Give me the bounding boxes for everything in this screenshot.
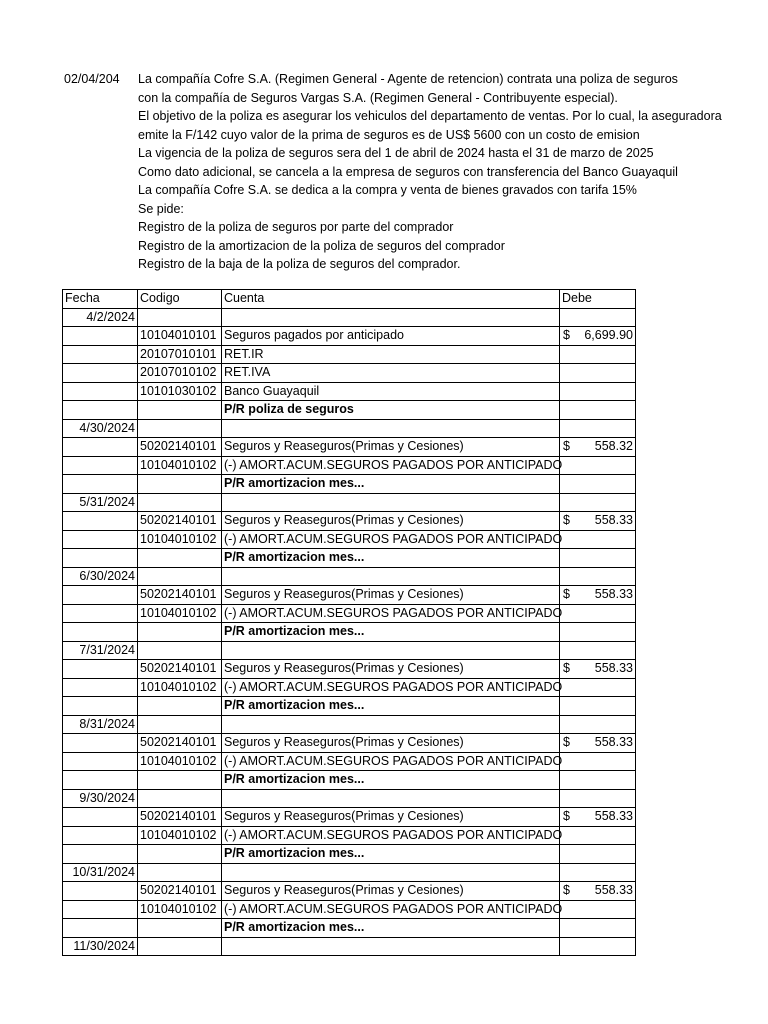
cell-debe[interactable] xyxy=(560,623,636,642)
cell-fecha[interactable]: 8/31/2024 xyxy=(63,715,138,734)
cell-cuenta[interactable]: P/R amortizacion mes... xyxy=(222,697,560,716)
cell-fecha[interactable]: 10/31/2024 xyxy=(63,863,138,882)
cell-fecha[interactable] xyxy=(63,586,138,605)
cell-codigo[interactable]: 10104010102 xyxy=(138,900,222,919)
cell-fecha[interactable] xyxy=(63,475,138,494)
cell-cuenta[interactable]: Seguros pagados por anticipado xyxy=(222,327,560,346)
table-row xyxy=(63,882,636,901)
table-row xyxy=(63,734,636,753)
cell-fecha[interactable] xyxy=(63,808,138,827)
intro-line: La vigencia de la poliza de seguros sera del 1 de abril de 2024 hasta el 31 de marzo de 2025 xyxy=(138,146,654,160)
cell-codigo[interactable] xyxy=(138,789,222,808)
cell-cuenta[interactable]: (-) AMORT.ACUM.SEGUROS PAGADOS POR ANTICIPADO xyxy=(222,826,560,845)
table-row xyxy=(63,808,636,827)
cell-cuenta[interactable]: (-) AMORT.ACUM.SEGUROS PAGADOS POR ANTICIPADO xyxy=(222,678,560,697)
cell-debe[interactable] xyxy=(560,808,636,827)
cell-cuenta[interactable]: Banco Guayaquil xyxy=(222,382,560,401)
amount-value: 558.33 xyxy=(594,513,633,528)
cell-codigo[interactable]: 50202140101 xyxy=(138,660,222,679)
cell-codigo[interactable] xyxy=(138,623,222,642)
cell-codigo[interactable] xyxy=(138,567,222,586)
cell-debe[interactable] xyxy=(560,937,636,956)
cell-debe[interactable] xyxy=(560,512,636,531)
cell-debe[interactable] xyxy=(560,882,636,901)
table-row xyxy=(63,549,636,568)
table-row xyxy=(63,771,636,790)
table-row xyxy=(63,382,636,401)
cell-debe[interactable] xyxy=(560,660,636,679)
cell-debe[interactable] xyxy=(560,364,636,383)
cell-fecha[interactable]: 4/2/2024 xyxy=(63,308,138,327)
cell-cuenta[interactable]: (-) AMORT.ACUM.SEGUROS PAGADOS POR ANTICIPADO xyxy=(222,604,560,623)
cell-codigo[interactable]: 50202140101 xyxy=(138,882,222,901)
cell-fecha[interactable] xyxy=(63,752,138,771)
cell-cuenta[interactable]: P/R amortizacion mes... xyxy=(222,623,560,642)
cell-fecha[interactable] xyxy=(63,456,138,475)
cell-fecha[interactable] xyxy=(63,604,138,623)
cell-fecha[interactable]: 4/30/2024 xyxy=(63,419,138,438)
cell-codigo[interactable]: 10104010102 xyxy=(138,752,222,771)
cell-fecha[interactable] xyxy=(63,623,138,642)
intro-line: Registro de la baja de la poliza de seguros del comprador. xyxy=(138,257,461,271)
debe-amount xyxy=(562,660,633,677)
debe-amount xyxy=(562,734,633,751)
cell-fecha[interactable]: 9/30/2024 xyxy=(63,789,138,808)
cell-fecha[interactable] xyxy=(63,919,138,938)
table-row xyxy=(63,845,636,864)
cell-codigo[interactable] xyxy=(138,549,222,568)
table-row xyxy=(63,660,636,679)
intro-paragraph xyxy=(138,70,722,274)
table-row xyxy=(63,863,636,882)
cell-codigo[interactable] xyxy=(138,771,222,790)
cell-cuenta[interactable]: (-) AMORT.ACUM.SEGUROS PAGADOS POR ANTICIPADO xyxy=(222,456,560,475)
cell-cuenta[interactable]: Seguros y Reaseguros(Primas y Cesiones) xyxy=(222,808,560,827)
cell-cuenta[interactable]: P/R amortizacion mes... xyxy=(222,549,560,568)
cell-debe[interactable] xyxy=(560,715,636,734)
table-row xyxy=(63,345,636,364)
table-row xyxy=(63,327,636,346)
amount-value: 558.33 xyxy=(594,809,633,824)
cell-debe[interactable] xyxy=(560,771,636,790)
intro-line: emite la F/142 cuyo valor de la prima de seguros es de US$ 5600 con un costo de emision xyxy=(138,127,640,142)
cell-codigo[interactable] xyxy=(138,845,222,864)
cell-codigo[interactable] xyxy=(138,401,222,420)
cell-codigo[interactable] xyxy=(138,419,222,438)
cell-fecha[interactable] xyxy=(63,345,138,364)
cell-codigo[interactable] xyxy=(138,863,222,882)
cell-cuenta[interactable]: Seguros y Reaseguros(Primas y Cesiones) xyxy=(222,734,560,753)
cell-cuenta[interactable] xyxy=(222,937,560,956)
currency-symbol: $ xyxy=(563,587,570,602)
cell-fecha[interactable] xyxy=(63,678,138,697)
cell-fecha[interactable] xyxy=(63,549,138,568)
cell-cuenta[interactable]: RET.IVA xyxy=(222,364,560,383)
intro-line: con la compañía de Seguros Vargas S.A. (Regimen General - Contribuyente especial). xyxy=(138,90,618,105)
currency-symbol: $ xyxy=(563,883,570,898)
table-row xyxy=(63,604,636,623)
table-row xyxy=(63,586,636,605)
header-codigo[interactable]: Codigo xyxy=(138,290,222,309)
cell-fecha[interactable] xyxy=(63,512,138,531)
intro-date: 02/04/204 xyxy=(64,72,120,86)
cell-cuenta[interactable] xyxy=(222,567,560,586)
cell-debe[interactable] xyxy=(560,345,636,364)
cell-debe[interactable] xyxy=(560,826,636,845)
cell-codigo[interactable]: 10104010102 xyxy=(138,456,222,475)
cell-debe[interactable] xyxy=(560,641,636,660)
cell-fecha[interactable]: 5/31/2024 xyxy=(63,493,138,512)
cell-fecha[interactable] xyxy=(63,882,138,901)
cell-debe[interactable] xyxy=(560,752,636,771)
cell-codigo[interactable] xyxy=(138,919,222,938)
cell-debe[interactable] xyxy=(560,863,636,882)
cell-fecha[interactable] xyxy=(63,401,138,420)
cell-debe[interactable] xyxy=(560,549,636,568)
table-row xyxy=(63,308,636,327)
table-row xyxy=(63,530,636,549)
cell-codigo[interactable]: 20107010101 xyxy=(138,345,222,364)
cell-debe[interactable] xyxy=(560,697,636,716)
cell-codigo[interactable]: 10104010102 xyxy=(138,604,222,623)
currency-symbol: $ xyxy=(563,809,570,824)
header-debe[interactable]: Debe xyxy=(560,290,636,309)
cell-fecha[interactable] xyxy=(63,845,138,864)
cell-debe[interactable] xyxy=(560,567,636,586)
debe-amount xyxy=(562,438,633,455)
cell-codigo[interactable]: 50202140101 xyxy=(138,586,222,605)
cell-cuenta[interactable] xyxy=(222,863,560,882)
cell-debe[interactable] xyxy=(560,919,636,938)
amount-value: 558.33 xyxy=(594,661,633,676)
cell-debe[interactable] xyxy=(560,604,636,623)
table-row xyxy=(63,789,636,808)
cell-debe[interactable] xyxy=(560,586,636,605)
header-fecha[interactable]: Fecha xyxy=(63,290,138,309)
table-row xyxy=(63,826,636,845)
table-row xyxy=(63,567,636,586)
cell-fecha[interactable] xyxy=(63,660,138,679)
cell-debe[interactable] xyxy=(560,845,636,864)
cell-cuenta[interactable] xyxy=(222,493,560,512)
debe-amount xyxy=(562,882,633,899)
table-row xyxy=(63,678,636,697)
table-row xyxy=(63,438,636,457)
cell-codigo[interactable] xyxy=(138,493,222,512)
table-row xyxy=(63,475,636,494)
cell-fecha[interactable] xyxy=(63,382,138,401)
cell-cuenta[interactable]: P/R amortizacion mes... xyxy=(222,845,560,864)
cell-cuenta[interactable] xyxy=(222,641,560,660)
debe-amount xyxy=(562,512,633,529)
table-row xyxy=(63,641,636,660)
intro-line: Como dato adicional, se cancela a la empresa de seguros con transferencia del Banco Guayaquil xyxy=(138,164,678,179)
cell-cuenta[interactable] xyxy=(222,419,560,438)
amount-value: 558.33 xyxy=(594,587,633,602)
intro-line: La compañía Cofre S.A. se dedica a la compra y venta de bienes gravados con tarifa 15% xyxy=(138,183,637,197)
cell-debe[interactable] xyxy=(560,789,636,808)
cell-debe[interactable] xyxy=(560,530,636,549)
amount-value: 558.33 xyxy=(594,883,633,898)
cell-codigo[interactable] xyxy=(138,308,222,327)
intro-line: Registro de la amortizacion de la poliza de seguros del comprador xyxy=(138,238,505,253)
journal-table-body xyxy=(63,308,636,956)
cell-cuenta[interactable] xyxy=(222,715,560,734)
cell-cuenta[interactable]: Seguros y Reaseguros(Primas y Cesiones) xyxy=(222,438,560,457)
debe-amount xyxy=(562,586,633,603)
cell-fecha[interactable] xyxy=(63,734,138,753)
cell-cuenta[interactable]: Seguros y Reaseguros(Primas y Cesiones) xyxy=(222,512,560,531)
intro-line: La compañía Cofre S.A. (Regimen General - Agente de retencion) contrata una poliza de seguros xyxy=(138,72,678,86)
cell-cuenta[interactable] xyxy=(222,308,560,327)
table-row xyxy=(63,919,636,938)
cell-codigo[interactable]: 50202140101 xyxy=(138,512,222,531)
amount-value: 558.32 xyxy=(594,439,633,454)
cell-debe[interactable] xyxy=(560,382,636,401)
cell-cuenta[interactable]: (-) AMORT.ACUM.SEGUROS PAGADOS POR ANTICIPADO xyxy=(222,752,560,771)
cell-codigo[interactable]: 20107010102 xyxy=(138,364,222,383)
cell-codigo[interactable] xyxy=(138,697,222,716)
cell-fecha[interactable] xyxy=(63,826,138,845)
cell-codigo[interactable]: 10104010102 xyxy=(138,678,222,697)
cell-codigo[interactable] xyxy=(138,641,222,660)
cell-fecha[interactable] xyxy=(63,771,138,790)
cell-debe[interactable] xyxy=(560,475,636,494)
cell-debe[interactable] xyxy=(560,456,636,475)
table-row xyxy=(63,419,636,438)
cell-codigo[interactable]: 50202140101 xyxy=(138,438,222,457)
debe-amount xyxy=(562,808,633,825)
cell-fecha[interactable] xyxy=(63,697,138,716)
intro-line: Se pide: xyxy=(138,201,184,216)
cell-cuenta[interactable]: P/R poliza de seguros xyxy=(222,401,560,420)
intro-line: El objetivo de la poliza es asegurar los vehiculos del departamento de ventas. Por lo cual, la aseguradora xyxy=(138,109,722,123)
cell-codigo[interactable] xyxy=(138,475,222,494)
table-row xyxy=(63,493,636,512)
cell-debe[interactable] xyxy=(560,438,636,457)
cell-cuenta[interactable]: Seguros y Reaseguros(Primas y Cesiones) xyxy=(222,586,560,605)
cell-fecha[interactable]: 11/30/2024 xyxy=(63,937,138,956)
cell-cuenta[interactable] xyxy=(222,789,560,808)
currency-symbol: $ xyxy=(563,661,570,676)
table-row xyxy=(63,697,636,716)
cell-cuenta[interactable]: (-) AMORT.ACUM.SEGUROS PAGADOS POR ANTICIPADO xyxy=(222,900,560,919)
cell-debe[interactable] xyxy=(560,308,636,327)
cell-debe[interactable] xyxy=(560,493,636,512)
table-row xyxy=(63,937,636,956)
table-row xyxy=(63,401,636,420)
cell-debe[interactable] xyxy=(560,419,636,438)
amount-value: 558.33 xyxy=(594,735,633,750)
journal-table xyxy=(62,289,636,956)
cell-cuenta[interactable]: Seguros y Reaseguros(Primas y Cesiones) xyxy=(222,882,560,901)
cell-fecha[interactable] xyxy=(63,900,138,919)
cell-cuenta[interactable]: P/R amortizacion mes... xyxy=(222,919,560,938)
table-row xyxy=(63,623,636,642)
cell-fecha[interactable]: 6/30/2024 xyxy=(63,567,138,586)
cell-codigo[interactable]: 10104010102 xyxy=(138,826,222,845)
table-row xyxy=(63,752,636,771)
header-cuenta[interactable]: Cuenta xyxy=(222,290,560,309)
debe-amount xyxy=(562,327,633,344)
cell-debe[interactable] xyxy=(560,900,636,919)
cell-cuenta[interactable]: (-) AMORT.ACUM.SEGUROS PAGADOS POR ANTICIPADO xyxy=(222,530,560,549)
cell-fecha[interactable] xyxy=(63,438,138,457)
cell-codigo[interactable]: 10101030102 xyxy=(138,382,222,401)
cell-fecha[interactable] xyxy=(63,530,138,549)
cell-codigo[interactable]: 10104010101 xyxy=(138,327,222,346)
cell-codigo[interactable] xyxy=(138,715,222,734)
table-row xyxy=(63,900,636,919)
intro-line: Registro de la poliza de seguros por parte del comprador xyxy=(138,220,454,234)
table-row xyxy=(63,364,636,383)
table-row xyxy=(63,512,636,531)
amount-value: 6,699.90 xyxy=(584,328,633,343)
cell-codigo[interactable]: 50202140101 xyxy=(138,808,222,827)
cell-codigo[interactable]: 10104010102 xyxy=(138,530,222,549)
table-header-row xyxy=(63,290,636,309)
cell-codigo[interactable]: 50202140101 xyxy=(138,734,222,753)
currency-symbol: $ xyxy=(563,328,570,343)
currency-symbol: $ xyxy=(563,513,570,528)
cell-fecha[interactable]: 7/31/2024 xyxy=(63,641,138,660)
cell-cuenta[interactable]: P/R amortizacion mes... xyxy=(222,475,560,494)
cell-cuenta[interactable]: P/R amortizacion mes... xyxy=(222,771,560,790)
currency-symbol: $ xyxy=(563,735,570,750)
cell-fecha[interactable] xyxy=(63,364,138,383)
cell-debe[interactable] xyxy=(560,401,636,420)
currency-symbol: $ xyxy=(563,439,570,454)
cell-debe[interactable] xyxy=(560,327,636,346)
table-row xyxy=(63,715,636,734)
cell-debe[interactable] xyxy=(560,734,636,753)
cell-debe[interactable] xyxy=(560,678,636,697)
cell-cuenta[interactable]: RET.IR xyxy=(222,345,560,364)
cell-codigo[interactable] xyxy=(138,937,222,956)
cell-cuenta[interactable]: Seguros y Reaseguros(Primas y Cesiones) xyxy=(222,660,560,679)
cell-fecha[interactable] xyxy=(63,327,138,346)
table-row xyxy=(63,456,636,475)
